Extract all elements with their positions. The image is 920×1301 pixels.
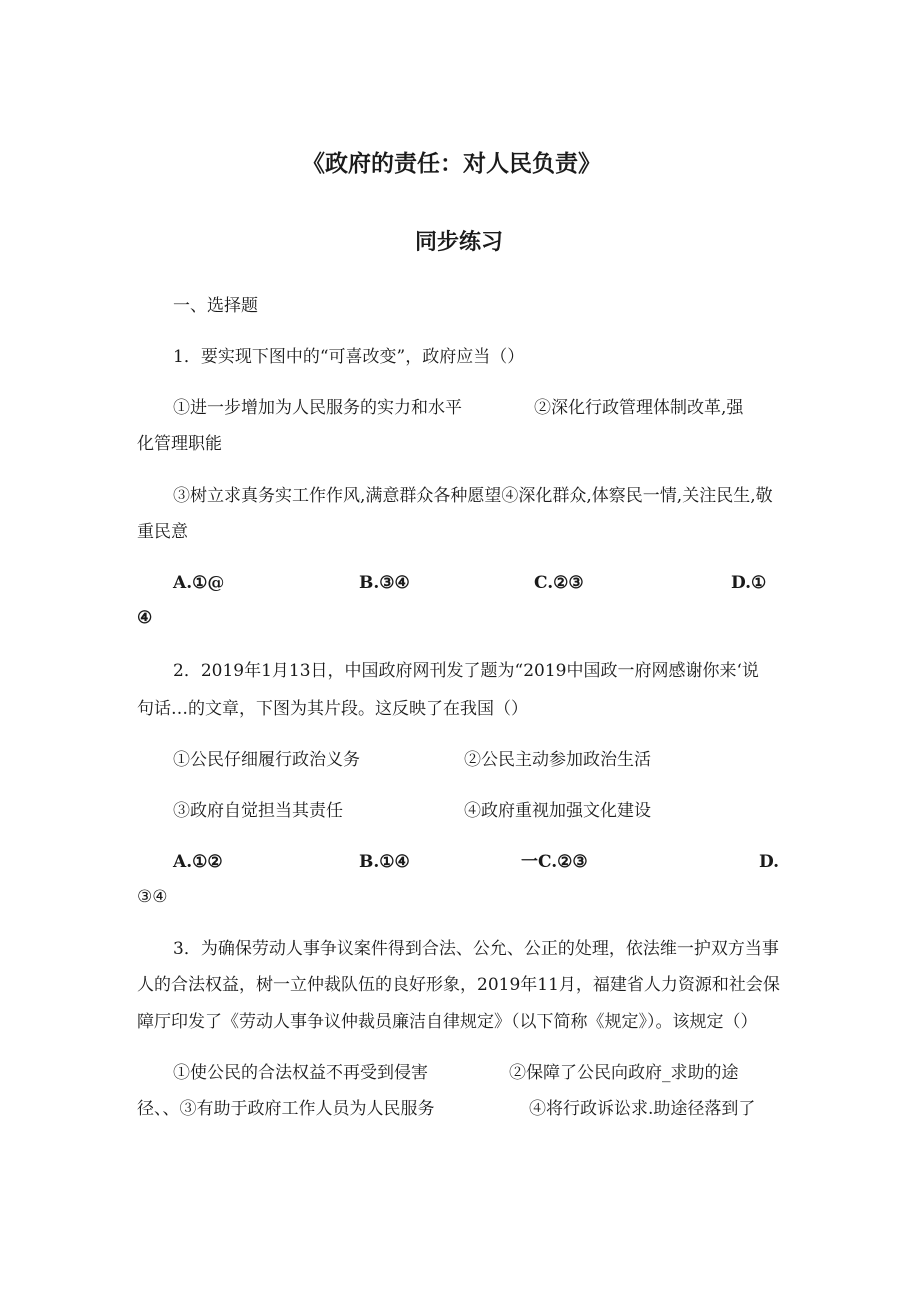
q2-item-4: ④政府重视加强文化建设 xyxy=(464,801,651,821)
q1-item-2: ②深化行政管理体制改革,强 xyxy=(534,398,744,418)
q1-option-b: B.③④ xyxy=(359,573,410,593)
q2-option-a: A.①② xyxy=(173,852,223,872)
q2-item-1: ①公民仔细履行政治义务 xyxy=(173,750,360,770)
q3-item-4: ④将行政诉讼求.助途径落到了 xyxy=(529,1099,756,1119)
q2-option-d-cont: ③④ xyxy=(137,887,168,907)
q1-option-d: D.① xyxy=(731,573,767,593)
q2-stem: 2．2019年1月13日，中国政府网刊发了题为“2019中国政一府网感谢你来‘说 xyxy=(173,661,759,681)
q1-item-3: ③树立求真务实工作作风,满意群众各种愿望④深化群众,体察民一情,关注民生,敬 xyxy=(173,486,773,506)
page-subtitle: 同步练习 xyxy=(415,230,504,255)
q3-item-3: 径、、③有助于政府工作人员为人民服务 xyxy=(137,1099,435,1119)
q1-stem: 1．要实现下图中的“可喜改变”，政府应当（） xyxy=(173,347,525,367)
q2-item-2: ②公民主动参加政治生活 xyxy=(464,750,651,770)
section-heading: 一、选择题 xyxy=(173,296,258,316)
q2-option-d: D. xyxy=(759,852,780,872)
q3-item-2: ②保障了公民向政府_求助的途 xyxy=(509,1063,739,1083)
q3-stem: 3．为确保劳动人事争议案件得到合法、公允、公正的处理，依法维一护双方当事 xyxy=(173,939,779,959)
q2-option-b: B.①④ xyxy=(359,852,410,872)
q1-item-2-cont: 化管理职能 xyxy=(137,434,222,454)
q3-item-1: ①使公民的合法权益不再受到侵害 xyxy=(173,1063,428,1083)
q1-option-a: A.①@ xyxy=(173,573,225,593)
q2-stem-cont: 句话…的文章，下图为其片段。这反映了在我国（） xyxy=(137,699,528,719)
q1-option-d-cont: ④ xyxy=(137,608,153,628)
q2-item-3: ③政府自觉担当其责任 xyxy=(173,801,343,821)
page-title: 《政府的责任：对人民负责》 xyxy=(302,151,601,177)
q2-option-c: 一C.②③ xyxy=(521,852,588,872)
q1-option-c: C.②③ xyxy=(534,573,584,593)
q1-item-1: ①进一步增加为人民服务的实力和水平 xyxy=(173,398,462,418)
q3-stem-cont-1: 人的合法权益，树一立仲裁队伍的良好形象，2019年11月，福建省人力资源和社会保 xyxy=(137,975,780,995)
q3-stem-cont-2: 障厅印发了《劳动人事争议仲裁员廉洁自律规定》（以下简称《规定》）。该规定（） xyxy=(137,1012,758,1032)
q1-item-3-cont: 重民意 xyxy=(137,522,188,542)
